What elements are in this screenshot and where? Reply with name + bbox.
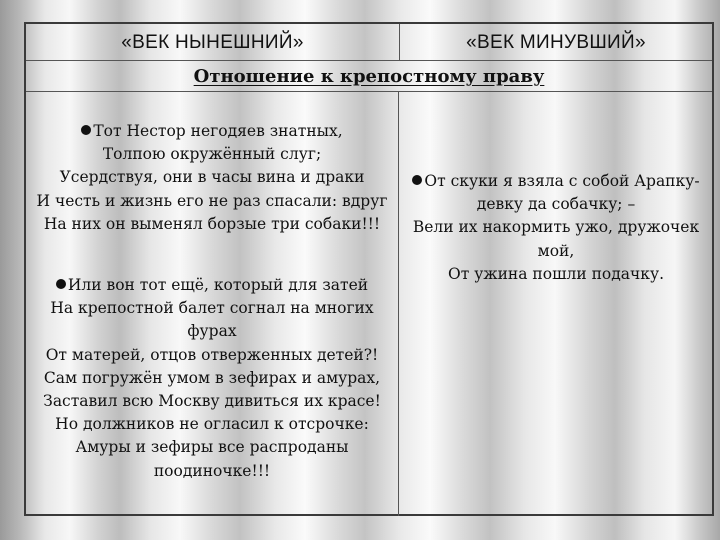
quote-line	[400, 170, 712, 193]
header-left-cell: «ВЕК НЫНЕШНИЙ»	[26, 24, 400, 60]
quote-line: девку да собачку; –	[476, 195, 636, 214]
bullet-icon	[56, 279, 66, 289]
quote-line-text: От скуки я взяла с собой Арапку-	[424, 172, 700, 190]
quote-line: Толпою окружённый слуг;	[102, 145, 322, 164]
table-header-row	[26, 24, 712, 61]
quote-line	[26, 274, 398, 297]
quote-line: На них он выменял борзые три собаки!!!	[43, 214, 381, 233]
quote-stanza	[400, 170, 712, 286]
table-body-row	[26, 92, 712, 516]
left-column	[26, 92, 399, 516]
quote-stanza	[26, 120, 398, 236]
quote-line: От матерей, отцов отверженных детей?!	[45, 345, 379, 364]
quote-line: Вели их накормить ужо, дружочек	[412, 218, 700, 237]
quote-line-text: Или вон тот ещё, который для затей	[67, 276, 369, 294]
quote-line: На крепостной балет согнал на многих	[50, 299, 374, 318]
quote-line-text: Тот Нестор негодяев знатных,	[93, 122, 343, 140]
quote-line: И честь и жизнь его не раз спасали: вдруг	[36, 191, 388, 210]
right-column	[400, 92, 712, 516]
comparison-table	[24, 22, 714, 516]
quote-line: Но должников не огласил к отсрочке:	[55, 415, 369, 434]
quote-line: поодиночке!!!	[153, 461, 271, 480]
quote-line: Сам погружён умом в зефирах и амурах,	[43, 368, 381, 387]
header-right-cell: «ВЕК МИНУВШИЙ»	[466, 32, 646, 53]
quote-line	[26, 120, 398, 143]
quote-line: мой,	[537, 241, 575, 260]
bullet-icon	[412, 175, 422, 185]
quote-line: Амуры и зефиры все распроданы	[75, 438, 349, 457]
quote-line: Усердствуя, они в часы вина и драки	[59, 168, 365, 187]
quote-line: Заставил всю Москву дивиться их красе!	[43, 392, 381, 411]
quote-line: фурах	[187, 322, 237, 341]
quote-stanza	[26, 274, 398, 483]
quote-line: От ужина пошли подачку.	[447, 264, 665, 283]
subheader-row: Отношение к крепостному праву	[26, 61, 712, 92]
bullet-icon	[81, 125, 91, 135]
